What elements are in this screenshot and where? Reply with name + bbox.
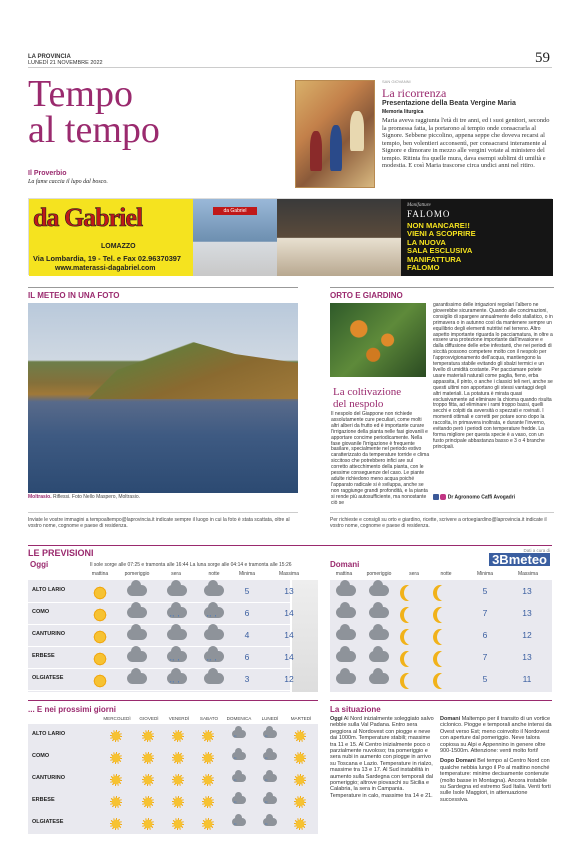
col-mattina: mattina bbox=[91, 571, 109, 577]
moon-icon bbox=[404, 673, 418, 689]
cloud-icon bbox=[167, 629, 187, 640]
ricorrenza-body: Maria aveva raggiunta l'età di tre anni, ed i suoi genitori, secondo la promessa fatta, la portarono al tempio onde consacrarla al Signore. Sebbene piccolino, appena seppe che doveva recarsi al tempio, ben volentieri acconsentì, per consacrarsi interamente al Signore e dimorare in mezzo alle vergini votate al ministero del tempio. Ritinta fra quelle mura, dava esempi sublimi di umiltà e modestia. E così Maria trascorse circa undici anni nel ritiro. bbox=[382, 117, 550, 169]
photo-caption bbox=[28, 494, 140, 500]
ad-promo-text bbox=[407, 222, 476, 272]
day-header: SABATO bbox=[199, 716, 219, 721]
ad-bedroom-photo bbox=[277, 199, 401, 276]
sun-icon bbox=[294, 730, 306, 742]
section-title bbox=[28, 73, 160, 151]
orto-invia: Per richieste e consigli su orto e giardino, ricette, scrivere a ortoegiardino@laprovincia.it indicate il vostro nome, cognome e paese di residenza. bbox=[330, 517, 547, 529]
cloud-icon bbox=[127, 585, 147, 596]
temp-max: 12 bbox=[522, 630, 532, 640]
ricorrenza-title: La ricorrenza bbox=[382, 86, 447, 100]
city-name: CANTURINO bbox=[32, 775, 65, 781]
temp-max: 13 bbox=[522, 608, 532, 618]
sun-icon bbox=[202, 774, 214, 786]
row-divider bbox=[28, 602, 290, 603]
moon-icon bbox=[404, 651, 418, 667]
cloud-icon bbox=[204, 673, 224, 684]
sit-oggi-text: Al Nord inizialmente soleggiato salvo nebbie sulla Val Padana. Entro sera peggiora al Nordovest con piogge e neve dai 1000m. Temperature stabili; massime tra 11 e 15. Al Centro inizialmente poco o parzialmente nuvoloso; tra pomeriggio e sera nubi in aumento con piogge in arrivo su Toscana e Lazio. Temperature in rialzo, massime tra 13 e 17. Al Sud instabilità in aumento sulla Sardegna con temporali dal pomeriggio; altrove piovaschi su Sicilia e Calabria, la sera in Campania. Temperature in calo, massime tra 14 e 21. bbox=[330, 716, 434, 799]
col-minima: Minima bbox=[476, 571, 494, 577]
city-name: COMO bbox=[32, 609, 50, 615]
ad-promo-line: NON MANCARE!! bbox=[407, 221, 470, 230]
day-header: MARTEDÌ bbox=[290, 716, 312, 721]
rain-cloud-icon bbox=[263, 774, 277, 782]
painting-figure bbox=[330, 125, 342, 171]
cloud-icon bbox=[336, 651, 356, 662]
facebook-icon[interactable] bbox=[433, 494, 439, 500]
caption-place: Moltrasio. bbox=[28, 494, 52, 500]
orto-title-line1: La coltivazione bbox=[333, 386, 402, 398]
ricorrenza-subhead: Memoria liturgica bbox=[382, 109, 424, 115]
divider bbox=[28, 545, 552, 546]
rain-cloud-icon bbox=[167, 607, 187, 618]
ad-promo-line: FALOMO bbox=[407, 263, 440, 273]
sun-icon bbox=[172, 796, 184, 808]
cloud-icon bbox=[204, 629, 224, 640]
temp-min: 5 bbox=[244, 586, 250, 596]
meteo-foto-invia: Inviate le vostre immagini a tempoaltempo@laprovincia.it indicate sempre il luogo in cui la foto è stata scattata, oltre al vostro nome, cognome e paese di residenza. bbox=[28, 517, 290, 529]
ad-website: www.materassi-dagabriel.com bbox=[55, 265, 156, 272]
temp-max: 13 bbox=[522, 586, 532, 596]
city-name: OLGIATESE bbox=[32, 675, 64, 681]
newspaper-brand: LA PROVINCIA bbox=[28, 54, 71, 60]
advertisement[interactable] bbox=[28, 198, 552, 275]
divider bbox=[330, 700, 552, 701]
col-massima: Massima bbox=[278, 571, 299, 577]
sun-icon bbox=[294, 774, 306, 786]
ad-shop-sign: da Gabriel bbox=[213, 207, 257, 215]
ad-promo-line: MANIFATTURA bbox=[407, 254, 462, 264]
sun-icon bbox=[142, 818, 154, 830]
row-divider bbox=[28, 646, 290, 647]
temp-max: 11 bbox=[522, 674, 532, 684]
temp-min: 6 bbox=[244, 608, 250, 618]
rain-cloud-icon bbox=[232, 818, 246, 826]
orto-body-col1: Il nespolo del Giappone non richiede assolutamente cure peculiari, come molti altri alberi da frutto ed è importante curare l'irrigazione della pianta nelle fasi giovanili e apportare concime periodicamente. Nella fase giovanile l'irrigazione è frequente basilare, specialmente nel periodo estivo caratterizzato da temperature torride e clima siccitoso che potrebbero infici are sul corretto attecchimento della pianta, con le pessime conseguenze del caso. Le piante adulte richiedono meno acqua poiché l'apparato radicale si è sviluppa, anche se non raggiunge grandi profondità, e la pianta si rende più autosufficiente, ma nonostante ciò se bbox=[331, 411, 430, 506]
sun-icon bbox=[294, 818, 306, 830]
divider bbox=[28, 512, 298, 513]
sun-icon bbox=[92, 629, 108, 645]
col-pomeriggio: pomeriggio bbox=[366, 571, 392, 577]
temp-min: 7 bbox=[482, 608, 488, 618]
cloud-icon bbox=[369, 607, 389, 618]
cloud-icon bbox=[369, 651, 389, 662]
temp-max: 12 bbox=[284, 674, 294, 684]
cloud-icon bbox=[336, 607, 356, 618]
cloud-icon bbox=[127, 651, 147, 662]
city-name: CANTURINO bbox=[32, 631, 65, 637]
city-name: ERBESE bbox=[32, 797, 55, 803]
orto-title-line2: del nespolo bbox=[333, 398, 384, 410]
page-number: 59 bbox=[535, 50, 550, 66]
temp-min: 6 bbox=[244, 652, 250, 662]
top-divider bbox=[28, 67, 552, 68]
col-massima: Massima bbox=[517, 571, 538, 577]
ad-promo-line: LA NUOVA bbox=[407, 237, 446, 247]
caption-text: Riflessi. Foto Nello Maspero, Moltrasio. bbox=[53, 494, 140, 500]
row-divider bbox=[28, 624, 290, 625]
sit-dopo-text: Bel tempo al Centro Nord con qualche nebbia lungo il Po al mattino nonché temperature: minime decisamente contenute (molto basse in Montagna). Ancora instabile su Sardegna ed estremo Sud Italia. Venti forti sulle Isole Maggiori, in attenuazione successiva. bbox=[440, 758, 551, 803]
section-title-line1: Tempo bbox=[28, 73, 133, 115]
moon-icon bbox=[437, 629, 451, 645]
issue-date: LUNEDÌ 21 NOVEMBRE 2022 bbox=[28, 60, 103, 66]
sun-icon bbox=[202, 796, 214, 808]
rain-cloud-icon bbox=[204, 607, 224, 618]
moon-icon bbox=[404, 607, 418, 623]
day-header: LUNEDÌ bbox=[261, 716, 279, 721]
proverbio-text: La fame caccia il lupo dal bosco. bbox=[28, 179, 108, 185]
sun-icon bbox=[294, 796, 306, 808]
rain-cloud-icon bbox=[232, 752, 246, 760]
prossimi-head: ... E nei prossimi giorni bbox=[28, 705, 117, 714]
rain-cloud-icon bbox=[232, 730, 246, 738]
temp-max: 13 bbox=[522, 652, 532, 662]
sit-domani-label: Domani bbox=[440, 716, 461, 722]
ad-city: LOMAZZO bbox=[101, 243, 136, 250]
painting-figure bbox=[350, 111, 364, 151]
sun-icon bbox=[142, 774, 154, 786]
meteo-foto-head: IL METEO IN UNA FOTO bbox=[28, 291, 120, 300]
proverbio-label: Il Proverbio bbox=[28, 170, 67, 177]
sun-icon bbox=[92, 607, 108, 623]
cloud-icon bbox=[167, 585, 187, 596]
orto-head: ORTO E GIARDINO bbox=[330, 291, 403, 300]
temp-max: 14 bbox=[284, 630, 294, 640]
day-header: DOMENICA bbox=[226, 716, 252, 721]
rain-cloud-icon bbox=[263, 818, 277, 826]
rain-cloud-icon bbox=[232, 774, 246, 782]
domani-label: Domani bbox=[330, 560, 360, 569]
logo-big: 3Bmeteo bbox=[489, 553, 550, 566]
sit-domani-text: Maltempo per il transito di un vortice ciclonico. Piogge e temporali anche intensi da Ovest verso Est; meno coinvolto il Nordovest con aperture dal pomeriggio. Neve talora copiosa su Alpi e Appennino in genere oltre 900-1500m. Attenzione: venti molto forti! bbox=[440, 716, 552, 755]
ricorrenza-headline: Presentazione della Beata Vergine Maria bbox=[382, 100, 516, 107]
orto-author: Dr Agronomo Caffi Avogadri bbox=[447, 494, 516, 501]
city-name: ERBESE bbox=[32, 653, 55, 659]
situazione-head: La situazione bbox=[330, 705, 381, 714]
rain-cloud-icon bbox=[263, 730, 277, 738]
moon-icon bbox=[437, 651, 451, 667]
sun-icon bbox=[172, 774, 184, 786]
sun-icon bbox=[172, 730, 184, 742]
sun-icon bbox=[202, 730, 214, 742]
mountain-shape bbox=[88, 339, 298, 399]
ad-promo-line: VIENI A SCOPRIRE bbox=[407, 229, 476, 239]
city-name: OLGIATESE bbox=[32, 819, 64, 825]
section-title-line2: al tempo bbox=[28, 109, 160, 151]
cloud-icon bbox=[336, 673, 356, 684]
col-notte: notte bbox=[440, 571, 452, 577]
moon-icon bbox=[437, 673, 451, 689]
ad-manifattura: Manifatture bbox=[407, 203, 431, 208]
sit-dopo-label: Dopo Domani bbox=[440, 758, 476, 765]
temp-max: 14 bbox=[284, 652, 294, 662]
temp-min: 6 bbox=[482, 630, 488, 640]
cloud-icon bbox=[336, 629, 356, 640]
sit-oggi-label: Oggi bbox=[330, 716, 343, 722]
temp-min: 4 bbox=[244, 630, 250, 640]
col-mattina: mattina bbox=[335, 571, 353, 577]
sun-icon bbox=[92, 585, 108, 601]
sun-icon bbox=[110, 774, 122, 786]
orto-body-col2: garantissimo delle irrigazioni regolari l'albero ne gioverebbe sicuramente. Quando alle concimazioni, consiglio di spargere annualmente dello stallatico, o in primavera o in autunno così da mantenere sempre un equilibrio degli elementi nutritivi nel terreno. Altro aspetto importante riguarda lo pacciamatura, in oltre a essere una protezione importante dall'invasione e dalla diffusione delle erbe infestanti, che nei periodi di siccità possono competere molto con il nespolo per l'approvvigionamento dell'acqua, mantiengono la temperatura stabile evitando gli sbalzi termici e un livello di umidità costante. Per pacciamare potete usare materiali naturali come paglia, fieno, erba appassita, il pinto, o anche i classici teli neri, anche se questi ultimi non apportano gli stessi vantaggi degli altri materiali. La potatura è mirata quasi esclusivamente ad eliminare la chioma quando risulta troppo fitta, ad eliminare i rami troppo bassi, quelli secchi e colpiti da avversità o spezzati e rovinati. I momenti ottimali e corretti per potare sono dopo la raccolta, in primavera inoltrata, e durante l'inverno, evitando però i periodi con temperature fredde. La forma migliore per questa specie è a vaso, con un fusto principale abbastanza basso e 3 o 4 branche principali. bbox=[433, 302, 553, 450]
nespolo-photo bbox=[330, 303, 426, 377]
temp-max: 14 bbox=[284, 608, 294, 618]
cloud-icon bbox=[369, 673, 389, 684]
ad-shop-photo bbox=[193, 199, 277, 276]
orto-title bbox=[333, 386, 401, 410]
sun-icon bbox=[110, 730, 122, 742]
situazione-domani bbox=[440, 716, 552, 803]
rain-cloud-icon bbox=[167, 673, 187, 684]
divider bbox=[330, 287, 554, 288]
cloud-icon bbox=[127, 629, 147, 640]
sun-moon-times: Il sole sorge alle 07:25 e tramonta alle 16:44 La luna sorge alle 04:14 e tramonta alle 15:26 bbox=[90, 562, 292, 568]
city-name: COMO bbox=[32, 753, 50, 759]
divider bbox=[28, 287, 298, 288]
temp-min: 5 bbox=[482, 586, 488, 596]
masthead bbox=[28, 54, 103, 66]
col-minima: Minima bbox=[238, 571, 256, 577]
oggi-label: Oggi bbox=[30, 560, 49, 569]
rain-cloud-icon bbox=[263, 752, 277, 760]
logo-small: Dati a cura di bbox=[523, 548, 550, 553]
col-notte: notte bbox=[208, 571, 220, 577]
cloud-icon bbox=[369, 585, 389, 596]
ad-address: Via Lombardia, 19 - Tel. e Fax 02.96370397 bbox=[33, 254, 182, 263]
day-header: GIOVEDÌ bbox=[139, 716, 159, 721]
rain-cloud-icon bbox=[204, 651, 224, 662]
rain-cloud-icon bbox=[167, 651, 187, 662]
orto-signature bbox=[433, 494, 515, 500]
ad-promo-line: SALA ESCLUSIVA bbox=[407, 246, 473, 256]
cloud-icon bbox=[336, 585, 356, 596]
temp-min: 3 bbox=[244, 674, 250, 684]
cloud-icon bbox=[369, 629, 389, 640]
cloud-icon bbox=[127, 673, 147, 684]
ricorrenza-painting bbox=[295, 80, 375, 188]
sun-icon bbox=[110, 752, 122, 764]
day-header: MERCOLEDÌ bbox=[103, 716, 131, 721]
ad-falomo-logo: FALOMO bbox=[407, 209, 451, 219]
temp-min: 7 bbox=[482, 652, 488, 662]
sun-icon bbox=[202, 752, 214, 764]
sun-icon bbox=[142, 730, 154, 742]
col-sera: sera bbox=[409, 571, 419, 577]
col-pomeriggio: pomeriggio bbox=[124, 571, 150, 577]
previsioni-head: LE PREVISIONI bbox=[28, 548, 94, 558]
rain-cloud-icon bbox=[232, 796, 246, 804]
row-divider bbox=[28, 668, 290, 669]
sun-icon bbox=[294, 752, 306, 764]
lake-photo bbox=[28, 303, 298, 493]
sun-icon bbox=[142, 752, 154, 764]
temp-min: 5 bbox=[482, 674, 488, 684]
sun-icon bbox=[172, 818, 184, 830]
cloud-icon bbox=[204, 585, 224, 596]
divider bbox=[28, 700, 318, 701]
sun-icon bbox=[92, 651, 108, 667]
ad-yellow-panel bbox=[29, 199, 193, 276]
row-divider bbox=[28, 690, 290, 691]
painting-figure bbox=[310, 131, 322, 171]
city-name: ALTO LARIO bbox=[32, 587, 66, 593]
sun-icon bbox=[172, 752, 184, 764]
ad-logo: da Gabriel bbox=[33, 203, 143, 232]
moon-icon bbox=[404, 585, 418, 601]
col-sera: sera bbox=[171, 571, 181, 577]
day-header: VENERDÌ bbox=[168, 716, 190, 721]
sun-icon bbox=[110, 796, 122, 808]
ricorrenza-kicker: SAN GIOVANNI bbox=[382, 79, 411, 84]
cloud-icon bbox=[127, 607, 147, 618]
divider bbox=[330, 512, 554, 513]
city-name: ALTO LARIO bbox=[32, 731, 66, 737]
instagram-icon[interactable] bbox=[440, 494, 446, 500]
situazione-oggi bbox=[330, 716, 434, 799]
ad-dark-panel bbox=[401, 199, 553, 276]
moon-icon bbox=[437, 585, 451, 601]
sun-icon bbox=[202, 818, 214, 830]
temp-max: 13 bbox=[284, 586, 294, 596]
moon-icon bbox=[404, 629, 418, 645]
rain-cloud-icon bbox=[263, 796, 277, 804]
3bmeteo-logo[interactable] bbox=[492, 548, 550, 566]
sun-icon bbox=[92, 673, 108, 689]
sun-icon bbox=[142, 796, 154, 808]
sun-icon bbox=[110, 818, 122, 830]
moon-icon bbox=[437, 607, 451, 623]
